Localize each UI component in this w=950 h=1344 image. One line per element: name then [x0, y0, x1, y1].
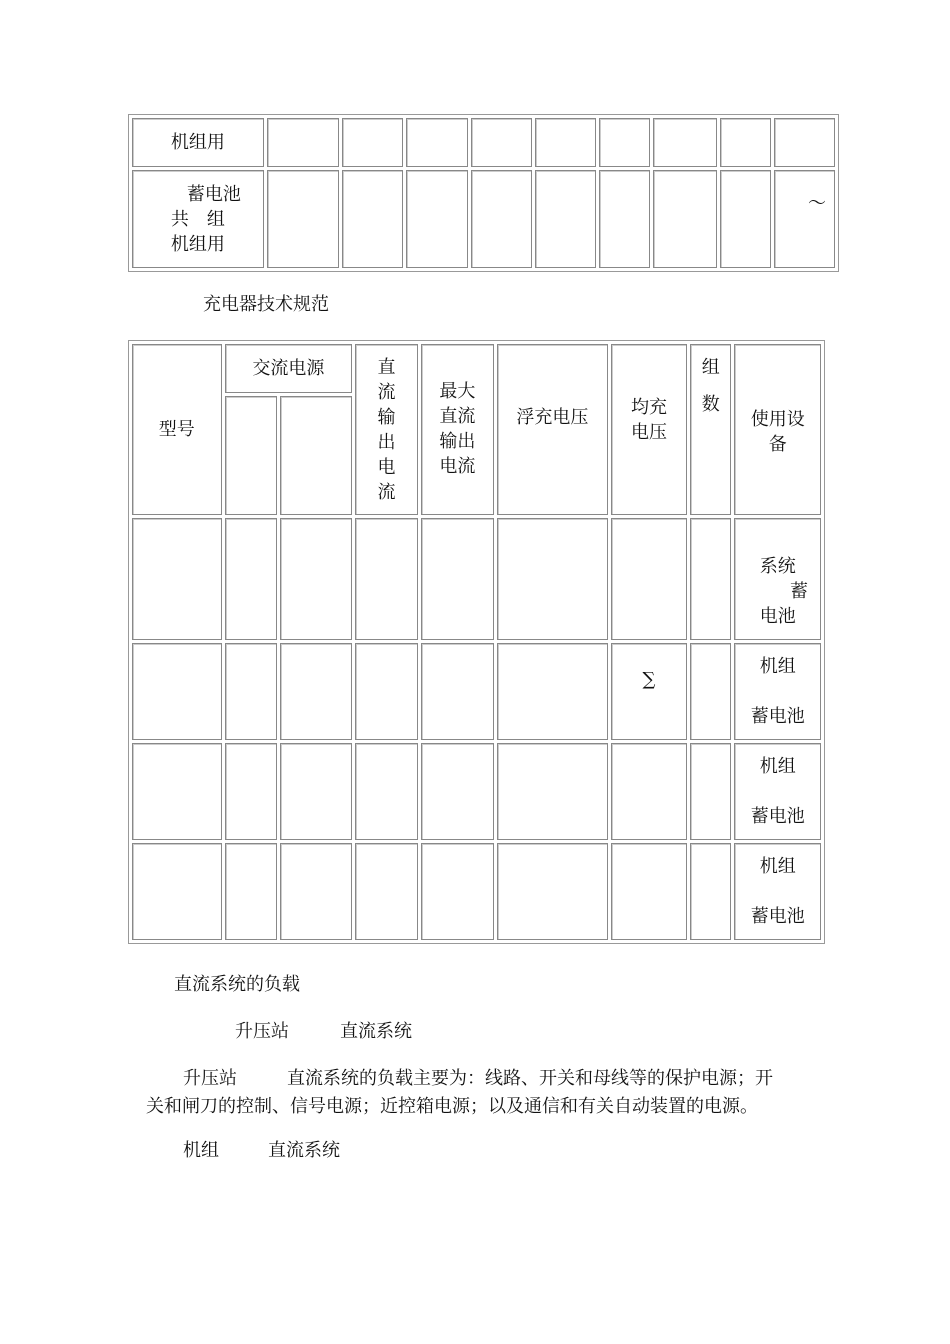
section-heading: 直流系统的负载 [174, 974, 300, 995]
header-model: 型号 [132, 344, 222, 515]
subheading-substation-left: 升压站 [235, 1021, 289, 1042]
row-label: 机组用 [132, 118, 264, 167]
header-ac-power: 交流电源 [225, 344, 353, 393]
header-dc-output: 直 流 输 出 电 流 [355, 344, 417, 515]
subheading-unit-right: 直流系统 [268, 1140, 340, 1161]
header-devices: 使用设 备 [734, 344, 821, 515]
paragraph-lead: 升压站 [183, 1068, 237, 1089]
devices-cell: 机组 蓄电池 [734, 743, 821, 840]
battery-table [128, 114, 839, 272]
sigma-cell: ∑ [611, 643, 687, 740]
table-row [132, 843, 821, 940]
row-label: 蓄电池 共 组 机组用 [132, 170, 264, 268]
table-row [132, 518, 821, 640]
charger-table [128, 340, 825, 944]
devices-cell: 机组 蓄电池 [734, 643, 821, 740]
paragraph-line1: 直流系统的负载主要为：线路、开关和母线等的保护电源；开 [287, 1068, 773, 1089]
ac-sub-col-2 [280, 396, 352, 515]
header-float-voltage: 浮充电压 [497, 344, 608, 515]
tilde-cell: ～ [774, 170, 835, 268]
paragraph-line2: 关和闸刀的控制、信号电源；近控箱电源；以及通信和有关自动装置的电源。 [146, 1096, 758, 1117]
table-row [132, 743, 821, 840]
header-equalize-voltage: 均充 电压 [611, 344, 687, 515]
header-max-dc-current: 最大 直流 输出 电流 [421, 344, 494, 515]
devices-cell: 机组 蓄电池 [734, 843, 821, 940]
ac-sub-col-1 [225, 396, 277, 515]
subheading-substation-right: 直流系统 [340, 1021, 412, 1042]
subheading-unit-left: 机组 [183, 1140, 219, 1161]
header-group-count: 组 数 [690, 344, 731, 515]
charger-heading: 充电器技术规范 [203, 294, 329, 315]
table-row [132, 643, 821, 740]
devices-cell: 系统 蓄 电池 [734, 518, 821, 640]
